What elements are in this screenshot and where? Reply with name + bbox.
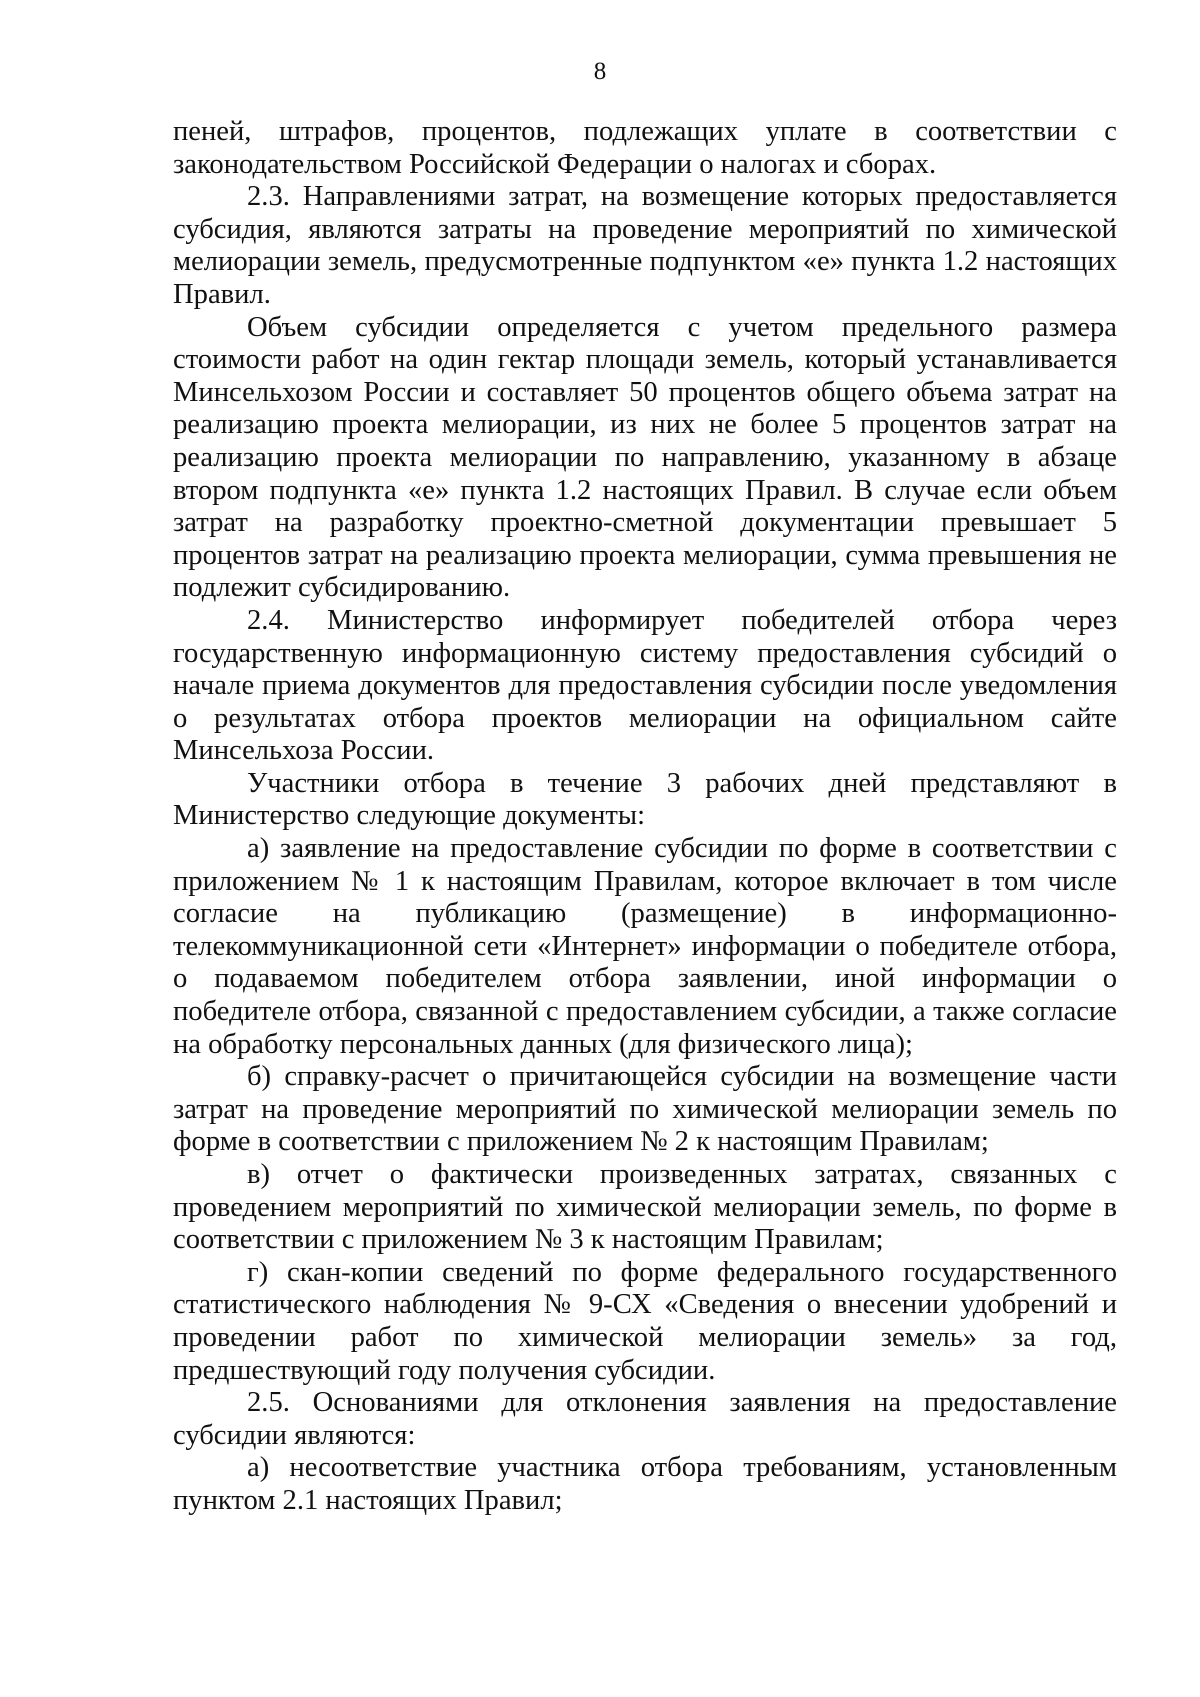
paragraph-2-3: 2.3. Направлениями затрат, на возмещение которых предоставляется субсидия, являются затраты на проведение мероприятий по химической мелиорации земель, предусмотренные подпунктом «е» пункта 1.2 настоящих Правил. [173,181,1117,310]
list-item-g-scan-copies: г) скан-копии сведений по форме федерального государственного статистического наблюдения № 9-СХ «Сведения о внесении удобрений и проведении работ по химической мелиорации земель» за год, предшествующий году получения субсидии. [173,1256,1117,1386]
document-body [173,116,1117,1518]
paragraph-subsidy-volume: Объем субсидии определяется с учетом предельного размера стоимости работ на один гектар площади земель, который устанавливается Минсельхозом России и составляет 50 процентов общего объема затрат на реализацию проекта мелиорации, из них не более 5 процентов затрат на реализацию проекта мелиорации по направлению, указанному в абзаце втором подпункта «е» пункта 1.2 настоящих Правил. В случае если объем затрат на разработку проектно-сметной документации превышает 5 процентов затрат на реализацию проекта мелиорации, сумма превышения не подлежит субсидированию. [173,311,1117,604]
list-item-v-report: в) отчет о фактически произведенных затратах, связанных с проведением мероприятий по химической мелиорации земель, по форме в соответствии с приложением № 3 к настоящим Правилам; [173,1159,1117,1256]
paragraph-2-5: 2.5. Основаниями для отклонения заявления на предоставление субсидии являются: [173,1387,1117,1451]
page-number: 8 [593,58,607,85]
list-item-a-noncompliance: а) несоответствие участника отбора требованиям, установленным пунктом 2.1 настоящих Правил; [173,1452,1117,1516]
paragraph-participants: Участники отбора в течение 3 рабочих дней представляют в Министерство следующие документы: [173,767,1117,832]
paragraph-2-4: 2.4. Министерство информирует победителей отбора через государственную информационную систему предоставления субсидий о начале приема документов для предоставления субсидии после уведомления о результатах отбора проектов мелиорации на официальном сайте Минсельхоза России. [173,604,1117,767]
paragraph-continuation: пеней, штрафов, процентов, подлежащих уплате в соответствии с законодательством Российской Федерации о налогах и сборах. [173,116,1117,180]
list-item-b-calculation: б) справку-расчет о причитающейся субсидии на возмещение части затрат на проведение мероприятий по химической мелиорации земель по форме в соответствии с приложением № 2 к настоящим Правилам; [173,1061,1117,1158]
list-item-a-application: а) заявление на предоставление субсидии по форме в соответствии с приложением № 1 к настоящим Правилам, которое включает в том числе согласие на публикацию (размещение) в информационно-телекоммуникационной сети «Интернет» информации о победителе отбора, о подаваемом победителем отбора заявлении, иной информации о победителе отбора, связанной с предоставлением субсидии, а также согласие на обработку персональных данных (для физического лица); [173,833,1117,1060]
